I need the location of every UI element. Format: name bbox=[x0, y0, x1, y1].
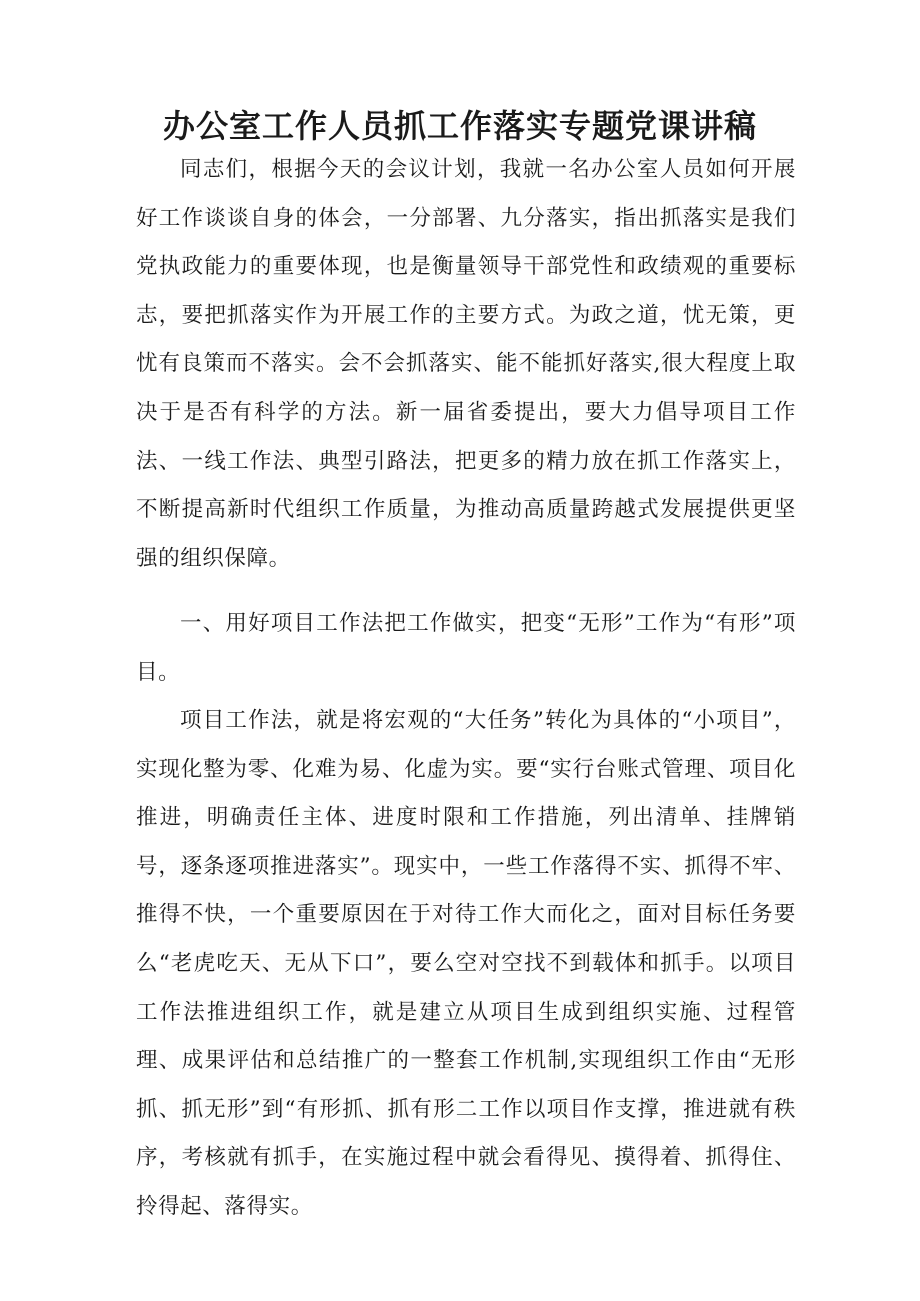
section-heading-one: 一、用好项目工作法把工作做实，把变“无形”工作为“有形”项目。 bbox=[136, 611, 796, 685]
paragraph-intro: 同志们，根据今天的会议计划，我就一名办公室人员如何开展好工作谈谈自身的体会，一分部署、九分落实，指出抓落实是我们党执政能力的重要体现，也是衡量领导干部党性和政绩观的重要标志，要把抓落实作为开展工作的主要方式。为政之道，忧无策，更忧有良策而不落实。会不会抓落实、能不能抓好落实,很大程度上取决于是否有科学的方法。新一届省委提出，要大力倡导项目工作法、一线工作法、典型引路法，把更多的精力放在抓工作落实上，不断提高新时代组织工作质量，为推动高质量跨越式发展提供更坚强的组织保障。 bbox=[136, 157, 796, 571]
document-title: 办公室工作人员抓工作落实专题党课讲稿 bbox=[162, 107, 757, 145]
paragraph-project-method: 项目工作法，就是将宏观的“大任务”转化为具体的“小项目”，实现化整为零、化难为易、化虚为实。要“实行台账式管理、项目化推进，明确责任主体、进度时限和工作措施，列出清单、挂牌销号，逐条逐项推进落实”。现实中，一些工作落得不实、抓得不牢、推得不快，一个重要原因在于对待工作大而化之，面对目标任务要么“老虎吃天、无从下口”，要么空对空找不到载体和抓手。以项目工作法推进组织工作，就是建立从项目生成到组织实施、过程管理、成果评估和总结推广的一整套工作机制,实现组织工作由“无形抓、抓无形”到“有形抓、抓有形二工作以项目作支撑，推进就有秩序，考核就有抓手，在实施过程中就会看得见、摸得着、抓得住、拎得起、落得实。 bbox=[136, 708, 796, 1219]
